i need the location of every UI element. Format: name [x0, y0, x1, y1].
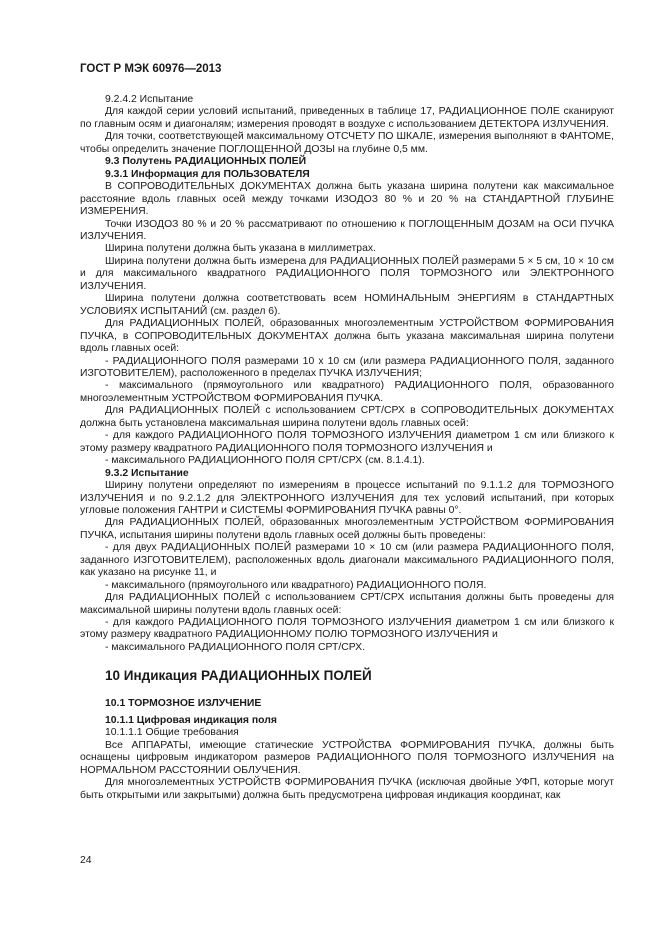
paragraph: Для многоэлементных УСТРОЙСТВ ФОРМИРОВАНИЯ ПУЧКА (исключая двойные УФП, которые могут быть открытыми или закрытыми) должна быть предусмотрена цифровая индикация координат, как: [80, 777, 614, 801]
paragraph: Для РАДИАЦИОННЫХ ПОЛЕЙ с использованием СРТ/СРХ испытания должны быть проведены для максимальной ширины полутени вдоль главных осей:: [80, 592, 614, 616]
paragraph: - для двух РАДИАЦИОННЫХ ПОЛЕЙ размерами 10 × 10 см (или размера РАДИАЦИОННОГО ПОЛЯ, заданного ИЗГОТОВИТЕЛЕМ), расположенных вдоль диагонали максимального РАДИАЦИОННОГО ПОЛЯ, как указано на рисунке 11, и: [80, 542, 614, 579]
paragraph: Для точки, соответствующей максимальному ОТСЧЕТУ ПО ШКАЛЕ, измерения выполняют в ФАНТОМЕ, чтобы определить значение ПОГЛОЩЕННОЙ ДОЗЫ на глубине 0,5 мм.: [80, 131, 614, 155]
page-number: 24: [80, 855, 92, 866]
paragraph: Для каждой серии условий испытаний, приведенных в таблице 17, РАДИАЦИОННОЕ ПОЛЕ сканируют по главным осям и диагоналям; измерения проводят в воздухе с использованием ДЕТЕКТОРА ИЗЛУЧЕНИЯ.: [80, 106, 614, 130]
paragraph: В СОПРОВОДИТЕЛЬНЫХ ДОКУМЕНТАХ должна быть указана ширина полутени как максимальное расстояние вдоль главных осей между точками ИЗОДОЗ 80 % и 20 % на СТАНДАРТНОЙ ГЛУБИНЕ ИЗМЕРЕНИЯ.: [80, 181, 614, 218]
paragraph: 10.1.1.1 Общие требования: [105, 727, 239, 739]
paragraph: Для РАДИАЦИОННЫХ ПОЛЕЙ, образованных многоэлементным УСТРОЙСТВОМ ФОРМИРОВАНИЯ ПУЧКА, в СОПРОВОДИТЕЛЬНЫХ ДОКУМЕНТАХ должна быть указана максимальная ширина полутени вдоль главных осей:: [80, 318, 614, 355]
paragraph: Для РАДИАЦИОННЫХ ПОЛЕЙ, образованных многоэлементным УСТРОЙСТВОМ ФОРМИРОВАНИЯ ПУЧКА, испытания ширины полутени вдоль главных осей должны быть проведены:: [80, 517, 614, 541]
paragraph: Для РАДИАЦИОННЫХ ПОЛЕЙ с использованием СРТ/СРХ в СОПРОВОДИТЕЛЬНЫХ ДОКУМЕНТАХ должна быть установлена максимальная ширина полутени вдоль главных осей:: [80, 405, 614, 429]
paragraph: - максимального (прямоугольного или квадратного) РАДИАЦИОННОГО ПОЛЯ, образованного многоэлементным УСТРОЙСТВОМ ФОРМИРОВАНИЯ ПУЧКА.: [80, 380, 614, 404]
paragraph: - РАДИАЦИОННОГО ПОЛЯ размерами 10 x 10 см (или размера РАДИАЦИОННОГО ПОЛЯ, заданного ИЗГОТОВИТЕЛЕМ), расположенного в пределах ПУЧКА ИЗЛУЧЕНИЯ;: [80, 355, 614, 379]
subsection-heading: 9.3.2 Испытание: [105, 467, 189, 479]
paragraph: - максимального РАДИАЦИОННОГО ПОЛЯ СРТ/СРХ.: [105, 641, 365, 653]
subsection-heading: 10.1.1 Цифровая индикация поля: [105, 714, 277, 726]
document-body: [80, 94, 614, 802]
subsection-heading: 10.1 ТОРМОЗНОЕ ИЗЛУЧЕНИЕ: [105, 698, 262, 710]
paragraph: Ширина полутени должна соответствовать всем НОМИНАЛЬНЫМ ЭНЕРГИЯМ в СТАНДАРТНЫХ УСЛОВИЯХ ИСПЫТАНИЙ (см. раздел 6).: [80, 293, 614, 317]
section-heading: 10 Индикация РАДИАЦИОННЫХ ПОЛЕЙ: [105, 668, 372, 684]
paragraph: 9.2.4.2 Испытание: [105, 94, 194, 105]
paragraph: Ширина полутени должна быть указана в миллиметрах.: [105, 243, 376, 255]
paragraph: Ширину полутени определяют по измерениям в процессе испытаний по 9.1.1.2 для ТОРМОЗНОГО ИЗЛУЧЕНИЯ и по 9.2.1.2 для ЭЛЕКТРОННОГО ИЗЛУЧЕНИЯ для тех условий испытаний, при которых угловые положения ГАНТРИ и СИСТЕМЫ ФОРМИРОВАНИЯ ПУЧКА равны 0°.: [80, 480, 614, 516]
document-header: ГОСТ Р МЭК 60976—2013: [80, 63, 222, 75]
paragraph: - максимального (прямоугольного или квадратного) РАДИАЦИОННОГО ПОЛЯ.: [105, 579, 487, 591]
subsection-heading: 9.3.1 Информация для ПОЛЬЗОВАТЕЛЯ: [105, 168, 310, 180]
paragraph: Все АППАРАТЫ, имеющие статические УСТРОЙСТВА ФОРМИРОВАНИЯ ПУЧКА, должны быть оснащены цифровым индикатором размеров РАДИАЦИОННОГО ПОЛЯ ТОРМОЗНОГО ИЗЛУЧЕНИЯ на НОРМАЛЬНОМ РАССТОЯНИИ ОБЛУЧЕНИЯ.: [80, 739, 614, 776]
paragraph: - максимального РАДИАЦИОННОГО ПОЛЯ СРТ/СРХ (см. 8.1.4.1).: [105, 455, 425, 467]
subsection-heading: 9.3 Полутень РАДИАЦИОННЫХ ПОЛЕЙ: [105, 156, 307, 168]
paragraph: Ширина полутени должна быть измерена для РАДИАЦИОННЫХ ПОЛЕЙ размерами 5 × 5 см, 10 × 10 см и для максимального квадратного РАДИАЦИОННОГО ПОЛЯ ТОРМОЗНОГО или ЭЛЕКТРОННОГО ИЗЛУЧЕНИЯ.: [80, 255, 614, 292]
paragraph: - для каждого РАДИАЦИОННОГО ПОЛЯ ТОРМОЗНОГО ИЗЛУЧЕНИЯ диаметром 1 см или близкого к этому размеру квадратного РАДИАЦИОННОГО ПОЛЯ ТОРМОЗНОГО ИЗЛУЧЕНИЯ и: [80, 430, 614, 454]
paragraph: Точки ИЗОДОЗ 80 % и 20 % рассматривают по отношению к ПОГЛОЩЕННЫМ ДОЗАМ на ОСИ ПУЧКА ИЗЛУЧЕНИЯ.: [80, 218, 614, 242]
paragraph: - для каждого РАДИАЦИОННОГО ПОЛЯ ТОРМОЗНОГО ИЗЛУЧЕНИЯ диаметром 1 см или близкого к этому размеру квадратного РАДИАЦИОННОМУ ПОЛЮ ТОРМОЗНОГО ИЗЛУЧЕНИЯ и: [80, 617, 614, 641]
